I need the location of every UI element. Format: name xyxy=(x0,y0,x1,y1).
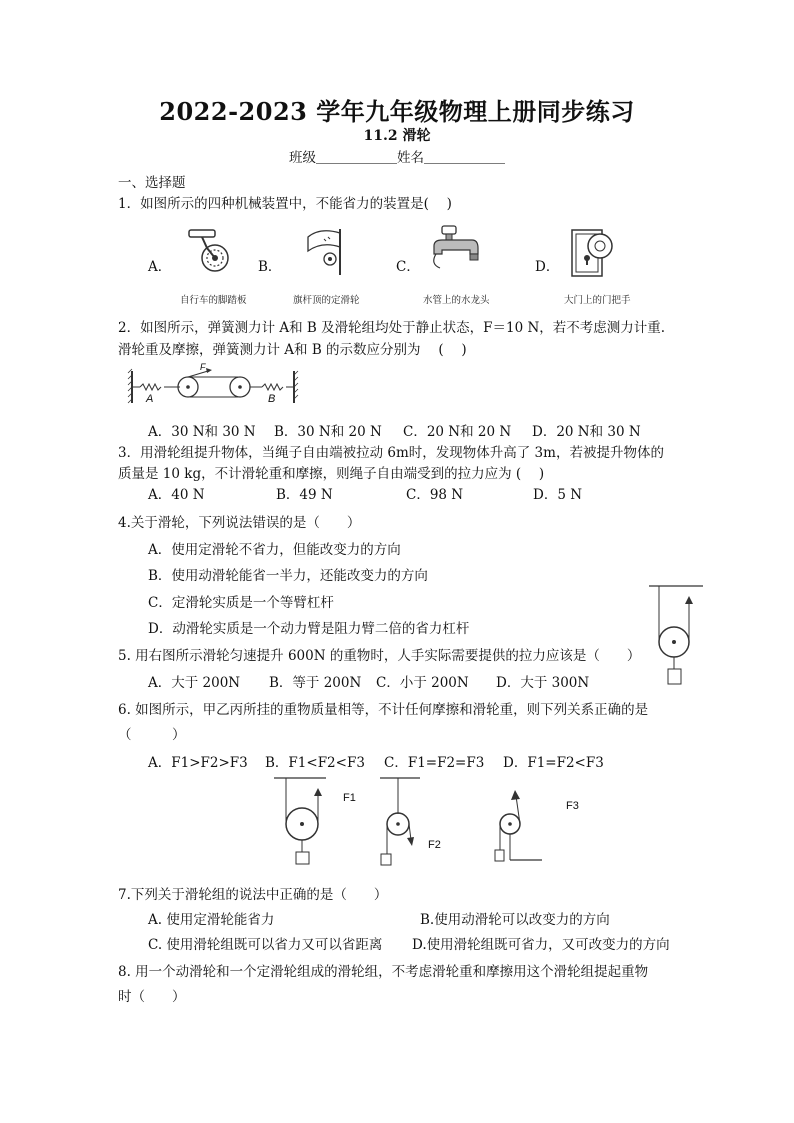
q2-stem-line1: 2．如图所示，弹簧测力计 A和 B 及滑轮组均处于静止状态，F＝10 N，若不考虑测力计重. xyxy=(118,320,666,336)
q7-stem: 7.下列关于滑轮组的说法中正确的是（ ） xyxy=(118,887,388,903)
q4-stem: 4.关于滑轮，下列说法错误的是（ ） xyxy=(118,515,361,531)
q1-stem: 1．如图所示的四种机械装置中，不能省力的装置是( ) xyxy=(118,196,452,212)
q3-stem-line1: 3．用滑轮组提升物体，当绳子自由端被拉动 6m时，发现物体升高了 3m，若被提升物体的 xyxy=(118,445,664,461)
q3-option-a: A．40 N xyxy=(148,487,205,503)
q2-option-b: B．30 N和 20 N xyxy=(274,424,382,440)
q4-option-d: D．动滑轮实质是一个动力臂是阻力臂二倍的省力杠杆 xyxy=(148,621,470,637)
q6-option-a: A．F1>F2>F3 xyxy=(148,755,248,771)
q2-label-a: A xyxy=(146,393,154,405)
q6-label-f1: F1 xyxy=(343,792,356,804)
q6-option-d: D．F1=F2<F3 xyxy=(503,755,604,771)
q4-option-a: A．使用定滑轮不省力，但能改变力的方向 xyxy=(148,542,401,558)
q3-option-b: B．49 N xyxy=(276,487,333,503)
q1-option-c-caption: 水管上的水龙头 xyxy=(423,295,490,306)
q1-option-a-caption: 自行车的脚踏板 xyxy=(180,295,247,306)
q2-label-f: F xyxy=(200,362,206,372)
q2-option-a: A．30 N和 30 N xyxy=(148,424,256,440)
q6-label-f2: F2 xyxy=(428,839,441,851)
q1-option-b-caption: 旗杆顶的定滑轮 xyxy=(293,295,360,306)
q7-option-b: B.使用动滑轮可以改变力的方向 xyxy=(420,912,610,928)
q1-option-b-letter: B． xyxy=(258,259,282,275)
pedal-icon xyxy=(185,226,245,274)
q5-option-b: B．等于 200N xyxy=(269,675,362,691)
q2-label-b: B xyxy=(268,393,276,405)
q3-option-d: D．5 N xyxy=(533,487,583,503)
q5-option-d: D．大于 300N xyxy=(496,675,590,691)
q6-stem-line2: （ ） xyxy=(118,727,186,743)
door-handle-icon xyxy=(568,228,618,278)
q7-option-a: A. 使用定滑轮能省力 xyxy=(148,912,275,928)
q1-option-c-letter: C． xyxy=(396,259,420,275)
q6-pulleys-figure xyxy=(270,774,550,866)
q6-label-f3: F3 xyxy=(566,800,579,812)
q6-option-b: B．F1<F2<F3 xyxy=(265,755,365,771)
q1-option-d-caption: 大门上的门把手 xyxy=(564,295,631,306)
q4-option-c: C．定滑轮实质是一个等臂杠杆 xyxy=(148,595,334,611)
flagpole-pulley-icon xyxy=(300,225,350,277)
q7-option-c: C. 使用滑轮组既可以省力又可以省距离 xyxy=(148,937,383,953)
q7-option-d: D.使用滑轮组既可省力，又可改变力的方向 xyxy=(412,937,670,953)
q5-option-c: C．小于 200N xyxy=(376,675,469,691)
q2-option-c: C．20 N和 20 N xyxy=(403,424,512,440)
q3-stem-line2: 质量是 10 kg，不计滑轮重和摩擦，则绳子自由端受到的拉力应为 ( ) xyxy=(118,466,545,482)
page-title: 2022-2023 学年九年级物理上册同步练习 xyxy=(159,97,635,126)
q1-option-a-letter: A． xyxy=(148,259,172,275)
q8-stem-line2: 时（ ） xyxy=(118,989,186,1005)
q2-option-d: D．20 N和 30 N xyxy=(532,424,641,440)
q3-option-c: C．98 N xyxy=(406,487,464,503)
section-heading: 一、选择题 xyxy=(118,175,186,191)
q5-option-a: A．大于 200N xyxy=(148,675,241,691)
q6-option-c: C．F1=F2=F3 xyxy=(384,755,485,771)
q5-stem: 5. 用右图所示滑轮匀速提升 600N 的重物时，人手实际需要提供的拉力应该是（ ） xyxy=(118,648,641,664)
page-subtitle: 11.2 滑轮 xyxy=(363,128,431,144)
q5-movable-pulley-figure xyxy=(647,582,707,690)
q4-option-b: B．使用动滑轮能省一半力，还能改变力的方向 xyxy=(148,568,428,584)
q8-stem-line1: 8. 用一个动滑轮和一个定滑轮组成的滑轮组，不考虑滑轮重和摩擦用这个滑轮组提起重物 xyxy=(118,964,649,980)
faucet-icon xyxy=(428,224,488,276)
class-name-line: 班级＿＿＿＿＿＿姓名＿＿＿＿＿＿ xyxy=(289,150,505,166)
q2-stem-line2: 滑轮重及摩擦，弹簧测力计 A和 B 的示数应分别为 ( ) xyxy=(118,342,467,358)
q1-option-d-letter: D． xyxy=(535,259,560,275)
q6-stem-line1: 6. 如图所示，甲乙丙所挂的重物质量相等，不计任何摩擦和滑轮重，则下列关系正确的是 xyxy=(118,702,649,718)
